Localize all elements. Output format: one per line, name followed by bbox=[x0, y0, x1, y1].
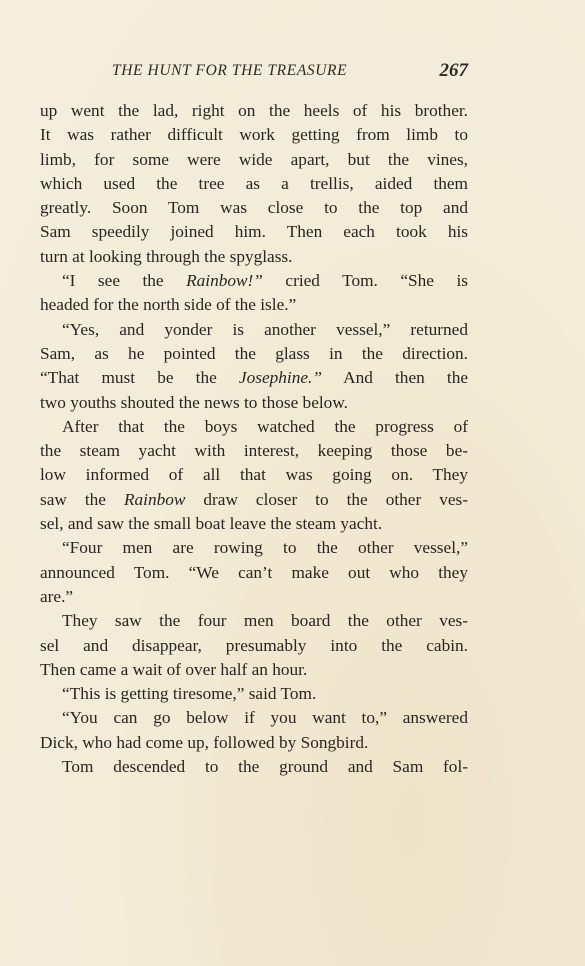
italic-title: Rainbow!” bbox=[186, 271, 263, 291]
text-line: “You can go below if you want to,” answered bbox=[62, 708, 468, 728]
text-segment: And then the bbox=[321, 368, 469, 388]
text-line: sel, and saw the small boat leave the steam yacht. bbox=[40, 514, 383, 534]
text-line: turn at looking through the spyglass. bbox=[40, 246, 293, 266]
text-line: headed for the north side of the isle.” bbox=[40, 295, 297, 315]
text-line: “Four men are rowing to the other vessel,” bbox=[62, 538, 468, 558]
text-line: Then came a wait of over half an hour. bbox=[40, 659, 308, 679]
text-line: limb, for some were wide apart, but the vines, bbox=[40, 149, 468, 169]
text-line: “Yes, and yonder is another vessel,” returned bbox=[62, 319, 468, 339]
page-header bbox=[40, 58, 468, 88]
text-segment: cried Tom. “She is bbox=[262, 271, 468, 291]
text-line: Sam speedily joined him. Then each took his bbox=[40, 222, 468, 242]
body-text bbox=[40, 99, 468, 779]
text-segment: “That must be the bbox=[40, 368, 239, 388]
text-line: “This is getting tiresome,” said Tom. bbox=[62, 684, 317, 704]
text-line: the steam yacht with interest, keeping those be- bbox=[40, 441, 468, 461]
text-line: which used the tree as a trellis, aided them bbox=[40, 173, 468, 193]
running-head: THE HUNT FOR THE TREASURE bbox=[112, 62, 348, 79]
text-line: Sam, as he pointed the glass in the direction. bbox=[40, 343, 468, 363]
text-line: two youths shouted the news to those below. bbox=[40, 392, 348, 412]
italic-title: Josephine.” bbox=[238, 368, 322, 388]
text-segment: “I see the bbox=[62, 271, 187, 291]
page-number: 267 bbox=[439, 60, 468, 81]
text-line: greatly. Soon Tom was close to the top and bbox=[40, 198, 468, 218]
text-line: Dick, who had come up, followed by Songbird. bbox=[40, 732, 369, 752]
text-segment: draw closer to the other ves- bbox=[185, 489, 468, 509]
text-line bbox=[40, 488, 468, 512]
text-line: sel and disappear, presumably into the cabin. bbox=[40, 635, 468, 655]
italic-title: Rainbow bbox=[123, 489, 186, 509]
text-line: low informed of all that was going on. They bbox=[40, 465, 468, 485]
text-line bbox=[40, 366, 468, 390]
text-line: It was rather difficult work getting from limb to bbox=[40, 125, 468, 145]
text-line: They saw the four men board the other ves- bbox=[62, 611, 468, 631]
text-line: are.” bbox=[40, 586, 74, 606]
text-line: Tom descended to the ground and Sam fol- bbox=[62, 757, 468, 777]
text-line: up went the lad, right on the heels of his brother. bbox=[40, 101, 468, 120]
text-line: After that the boys watched the progress of bbox=[62, 416, 468, 436]
text-line: announced Tom. “We can’t make out who they bbox=[40, 562, 468, 582]
text-segment: saw the bbox=[40, 489, 124, 509]
text-line bbox=[40, 269, 468, 293]
